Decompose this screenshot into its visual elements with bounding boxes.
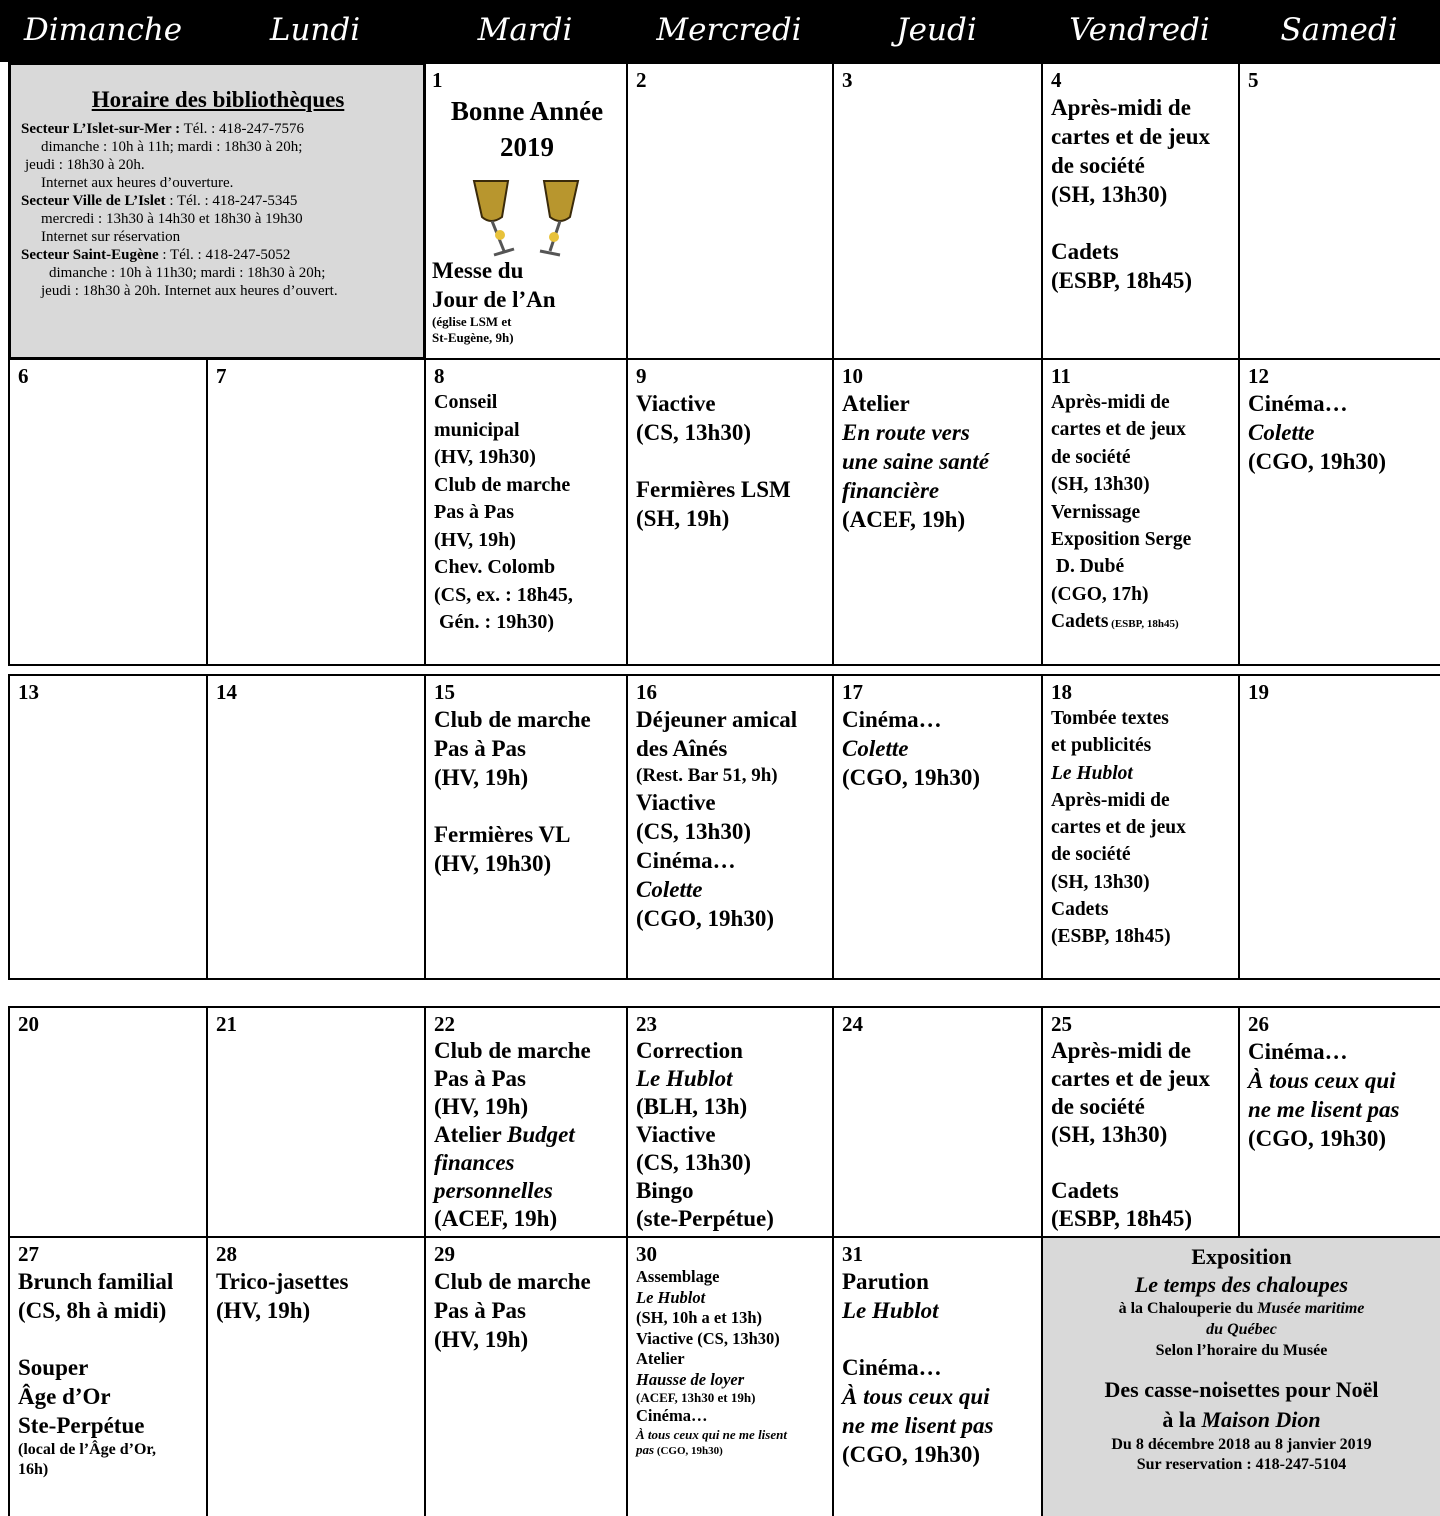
event-line: (Rest. Bar 51, 9h) <box>636 765 778 786</box>
day-28 <box>206 1236 426 1516</box>
event-title: Messe du <box>432 258 524 283</box>
day-number: 29 <box>434 1242 455 1266</box>
event-line: et publicités <box>1051 735 1152 757</box>
event-line: (ESBP, 18h45) <box>1051 926 1171 948</box>
event-line: À tous ceux qui ne me lisent <box>636 1426 787 1442</box>
event-line: Atelier <box>842 391 910 416</box>
day-15 <box>424 674 628 980</box>
event-line: Cinéma… <box>636 1406 708 1425</box>
event-line: financière <box>842 478 940 503</box>
day-24 <box>832 1006 1043 1238</box>
day-2 <box>626 62 834 360</box>
event-line: (CS, 13h30) <box>636 1150 752 1175</box>
event-line: (BLH, 13h) <box>636 1094 748 1119</box>
day-3 <box>832 62 1043 360</box>
event-line: (HV, 19h) <box>434 1327 529 1352</box>
exhibition-museum: Musée maritime <box>1257 1300 1365 1317</box>
event-line: de société <box>1051 1094 1145 1119</box>
day-number: 28 <box>216 1242 237 1266</box>
event-line: Le Hublot <box>842 1298 939 1323</box>
day-5 <box>1238 62 1440 360</box>
day-number: 1 <box>432 68 443 92</box>
day-number: 31 <box>842 1242 863 1266</box>
new-year-year: 2019 <box>500 132 554 162</box>
event-line: Pas à Pas <box>434 736 526 761</box>
event-title: Cadets <box>1051 611 1109 633</box>
day-7 <box>206 358 426 666</box>
event-line: À tous ceux qui <box>1248 1068 1396 1093</box>
event-line: Cadets <box>1051 239 1119 264</box>
event-line: Viactive <box>636 391 716 416</box>
nutcracker-house: Maison Dion <box>1201 1407 1321 1432</box>
event-line: une saine santé <box>842 449 989 474</box>
nutcracker-dates: Du 8 décembre 2018 au 8 janvier 2019 <box>1111 1436 1372 1453</box>
exhibition-hours: Selon l’horaire du Musée <box>1155 1342 1328 1359</box>
day-14 <box>206 674 426 980</box>
library-lsm-internet: Internet aux heures d’ouverture. <box>41 175 234 191</box>
event-line: Viactive <box>636 1122 716 1147</box>
event-line: (HV, 19h30) <box>434 446 536 468</box>
event-line: municipal <box>434 418 520 441</box>
day-19 <box>1238 674 1440 980</box>
event-line: Cinéma… <box>1248 1039 1348 1064</box>
event-line <box>434 1121 620 1149</box>
day-number: 24 <box>842 1012 863 1036</box>
weekday-thursday: Jeudi <box>896 12 977 48</box>
library-vl-tel: : Tél. : 418-247-5345 <box>165 193 298 209</box>
library-se-line <box>21 246 415 264</box>
event-line: Correction <box>636 1038 743 1063</box>
event-line: Tombée textes <box>1051 708 1169 729</box>
event-location: (ESBP, 18h45) <box>1108 618 1179 631</box>
event-line: Viactive <box>636 790 716 815</box>
event-line: Atelier <box>636 1349 685 1368</box>
event-line: (ACEF, 19h) <box>434 1206 558 1231</box>
day-26 <box>1238 1006 1440 1238</box>
exhibition-box <box>1041 1236 1440 1516</box>
event-line: cartes et de jeux <box>1051 124 1211 149</box>
event-location: (église LSM et <box>432 314 512 329</box>
weekday-friday: Vendredi <box>1069 12 1210 48</box>
day-29 <box>424 1236 628 1516</box>
day-number: 5 <box>1248 68 1259 92</box>
event-line: (ESBP, 18h45) <box>1051 268 1193 293</box>
event-line: cartes et de jeux <box>1051 1066 1211 1091</box>
weekday-monday: Lundi <box>269 12 361 48</box>
exhibition-location <box>1047 1298 1436 1319</box>
day-number: 16 <box>636 680 657 704</box>
event-line: Après-midi de <box>1051 392 1170 413</box>
event-line: 16h) <box>18 1461 49 1478</box>
event-line: Trico-jasettes <box>216 1269 349 1294</box>
event-line: Le Hublot <box>1051 762 1133 784</box>
event-line <box>636 1442 826 1459</box>
event-line <box>1051 608 1232 638</box>
day-number: 27 <box>18 1242 39 1266</box>
library-lsm-hours-1: dimanche : 10h à 11h; mardi : 18h30 à 20h; <box>41 139 303 155</box>
day-number: 9 <box>636 364 647 388</box>
event-line: Club de marche <box>434 1038 591 1063</box>
event-line: cartes et de jeux <box>1051 419 1186 441</box>
event-line: de société <box>1051 844 1131 866</box>
day-16 <box>626 674 834 980</box>
event-line: Chev. Colomb <box>434 556 556 578</box>
event-line: de société <box>1051 153 1145 178</box>
event-line: (CGO, 19h30) <box>842 1442 980 1467</box>
event-location-2: St-Eugène, 9h) <box>432 330 514 345</box>
day-number: 10 <box>842 364 863 388</box>
event-line: (ESBP, 18h45) <box>1051 1206 1193 1231</box>
day-number: 18 <box>1051 680 1072 704</box>
library-title: Horaire des bibliothèques <box>91 87 345 112</box>
event-line: Brunch familial <box>18 1269 174 1294</box>
event-line: (SH, 10h a et 13h) <box>636 1308 763 1327</box>
day-number: 26 <box>1248 1012 1269 1036</box>
day-number: 23 <box>636 1012 657 1036</box>
exhibition-museum-2: du Québec <box>1206 1321 1277 1338</box>
event-line: Cadets <box>1051 1178 1119 1203</box>
event-line: Parution <box>842 1269 929 1294</box>
day-30 <box>626 1236 834 1516</box>
event-line: (HV, 19h) <box>216 1298 311 1323</box>
day-1 <box>424 62 628 360</box>
event-line: Pas à Pas <box>434 1066 526 1091</box>
event-line: Hausse de loyer <box>636 1369 745 1389</box>
day-8 <box>424 358 628 666</box>
library-lsm-hours-2: jeudi : 18h30 à 20h. <box>25 157 145 173</box>
day-25 <box>1041 1006 1240 1238</box>
day-10 <box>832 358 1043 666</box>
event-line: (CGO, 19h30) <box>636 906 774 931</box>
event-line: D. Dubé <box>1051 556 1125 578</box>
event-line: (CS, ex. : 18h45, <box>434 583 573 606</box>
event-line: cartes et de jeux <box>1051 817 1186 839</box>
event-line: finances <box>434 1150 515 1175</box>
nutcracker-location-text: à la <box>1162 1407 1202 1432</box>
event-line: (local de l’Âge d’Or, <box>18 1441 157 1458</box>
day-number: 11 <box>1051 364 1071 388</box>
day-number: 15 <box>434 680 455 704</box>
day-number: 19 <box>1248 680 1269 704</box>
day-22 <box>424 1006 628 1238</box>
exhibition-name: Le temps des chaloupes <box>1134 1272 1349 1297</box>
day-number: 3 <box>842 68 853 92</box>
event-line: (CGO, 19h30) <box>842 765 980 790</box>
event-location: (CGO, 19h30) <box>654 1444 723 1457</box>
day-number: 20 <box>18 1012 39 1036</box>
event-line: (CGO, 17h) <box>1051 583 1149 605</box>
event-line: Exposition Serge <box>1051 529 1192 551</box>
event-line: Après-midi de <box>1051 95 1191 120</box>
event-line: (ACEF, 13h30 et 19h) <box>636 1390 756 1405</box>
event-title-italic: Budget <box>507 1122 575 1147</box>
event-line: Conseil <box>434 391 498 413</box>
event-line: Fermières LSM <box>636 477 791 502</box>
event-line: Après-midi de <box>1051 789 1170 811</box>
day-11 <box>1041 358 1240 666</box>
event-line: Assemblage <box>636 1267 720 1286</box>
exhibition-location-text: à la Chalouperie du <box>1118 1300 1258 1317</box>
day-number: 2 <box>636 68 647 92</box>
event-line: Colette <box>1248 420 1315 445</box>
library-vl-hours: mercredi : 13h30 à 14h30 et 18h30 à 19h30 <box>41 211 303 227</box>
event-line: Viactive (CS, 13h30) <box>636 1328 780 1348</box>
day-6 <box>8 358 208 666</box>
event-line-italic: pas <box>636 1441 655 1457</box>
day-31 <box>832 1236 1043 1516</box>
event-line: Pas à Pas <box>434 501 514 523</box>
nutcracker-location <box>1047 1405 1436 1435</box>
day-number: 30 <box>636 1242 657 1266</box>
event-line: (CGO, 19h30) <box>1248 449 1386 474</box>
day-number: 14 <box>216 680 237 704</box>
day-number: 12 <box>1248 364 1269 388</box>
weekday-sunday: Dimanche <box>23 12 183 48</box>
event-line: (CS, 8h à midi) <box>18 1298 167 1323</box>
event-line: Colette <box>842 736 909 761</box>
day-number: 22 <box>434 1012 455 1036</box>
event-line: Ste-Perpétue <box>18 1413 145 1438</box>
event-line: Cinéma… <box>636 848 736 873</box>
event-title-2: Jour de l’An <box>432 287 556 312</box>
champagne-glasses-icon <box>466 177 586 263</box>
event-line: de société <box>1051 446 1131 468</box>
day-number: 25 <box>1051 1012 1072 1036</box>
event-line: (CGO, 19h30) <box>1248 1126 1386 1151</box>
event-line: personnelles <box>434 1178 553 1203</box>
event-line: Vernissage <box>1051 501 1141 523</box>
event-line: Bingo <box>636 1178 694 1203</box>
library-lsm-tel: Tél. : 418-247-7576 <box>180 121 305 137</box>
library-vl-internet: Internet sur réservation <box>41 229 181 245</box>
library-vl-label: Secteur Ville de L’Islet <box>21 193 166 209</box>
event-line: Le Hublot <box>636 1287 706 1307</box>
event-line: Souper <box>18 1355 89 1380</box>
event-line: (CS, 13h30) <box>636 819 752 844</box>
day-23 <box>626 1006 834 1238</box>
day-number: 4 <box>1051 68 1062 92</box>
event-line: (SH, 13h30) <box>1051 474 1150 496</box>
library-lsm-label: Secteur L’Islet-sur-Mer : <box>21 121 181 137</box>
event-line: (HV, 19h) <box>434 528 516 551</box>
event-line: (SH, 19h) <box>636 506 730 531</box>
event-line: (HV, 19h30) <box>434 851 552 876</box>
event-line: À tous ceux qui <box>842 1384 990 1409</box>
event-line: Colette <box>636 877 703 902</box>
event-line: Cadets <box>1051 899 1109 921</box>
weekday-saturday: Samedi <box>1280 12 1398 48</box>
weekday-tuesday: Mardi <box>477 12 573 48</box>
day-27 <box>8 1236 208 1516</box>
day-number: 21 <box>216 1012 237 1036</box>
event-line: Après-midi de <box>1051 1038 1191 1063</box>
event-line: (HV, 19h) <box>434 765 529 790</box>
event-line: Club de marche <box>434 473 571 496</box>
event-line: Fermières VL <box>434 822 571 847</box>
day-13 <box>8 674 208 980</box>
event-line: Cinéma… <box>842 1355 942 1380</box>
event-line: (SH, 13h30) <box>1051 1122 1168 1147</box>
library-se-tel: : Tél. : 418-247-5052 <box>158 247 291 263</box>
event-line: (SH, 13h30) <box>1051 182 1168 207</box>
event-line: ne me lisent pas <box>1248 1097 1400 1122</box>
nutcracker-title: Des casse-noisettes pour Noël <box>1104 1377 1379 1402</box>
weekday-header <box>0 0 1440 62</box>
event-line: Club de marche <box>434 1269 591 1294</box>
library-se-label: Secteur Saint-Eugène <box>21 247 159 263</box>
day-number: 17 <box>842 680 863 704</box>
event-line: Club de marche <box>434 707 591 732</box>
new-year-greeting: Bonne Année <box>450 96 604 126</box>
event-line: (SH, 13h30) <box>1051 871 1150 893</box>
day-17 <box>832 674 1043 980</box>
day-12 <box>1238 358 1440 666</box>
library-se-hours-2: jeudi : 18h30 à 20h. Internet aux heures d’ouvert. <box>41 283 338 299</box>
event-line: Cinéma… <box>842 707 942 732</box>
day-21 <box>206 1006 426 1238</box>
event-line: Cinéma… <box>1248 391 1348 416</box>
event-line: Âge d’Or <box>18 1384 111 1409</box>
event-line: Pas à Pas <box>434 1298 526 1323</box>
weekday-wednesday: Mercredi <box>656 12 802 48</box>
event-line: des Aînés <box>636 736 728 761</box>
day-20 <box>8 1006 208 1238</box>
event-line: Le Hublot <box>636 1066 733 1091</box>
day-number: 7 <box>216 364 227 388</box>
library-vl-line <box>21 192 415 210</box>
day-number: 8 <box>434 364 445 388</box>
event-line: En route vers <box>842 420 970 445</box>
day-number: 6 <box>18 364 29 388</box>
event-line: (HV, 19h) <box>434 1094 529 1119</box>
library-se-hours-1: dimanche : 10h à 11h30; mardi : 18h30 à 20h; <box>49 265 326 281</box>
day-4 <box>1041 62 1240 360</box>
day-9 <box>626 358 834 666</box>
library-lsm-line <box>21 120 415 138</box>
day-18 <box>1041 674 1240 980</box>
nutcracker-reservation: Sur reservation : 418-247-5104 <box>1136 1456 1347 1473</box>
exhibition-title: Exposition <box>1191 1244 1292 1269</box>
event-line: (ACEF, 19h) <box>842 507 966 532</box>
library-hours-box <box>8 62 426 360</box>
event-line: (ste-Perpétue) <box>636 1206 774 1231</box>
event-line: Déjeuner amical <box>636 707 798 732</box>
event-line: ne me lisent pas <box>842 1413 994 1438</box>
event-title: Atelier <box>434 1122 508 1147</box>
event-line: (CS, 13h30) <box>636 420 752 445</box>
event-line: Gén. : 19h30) <box>434 611 554 633</box>
day-number: 13 <box>18 680 39 704</box>
